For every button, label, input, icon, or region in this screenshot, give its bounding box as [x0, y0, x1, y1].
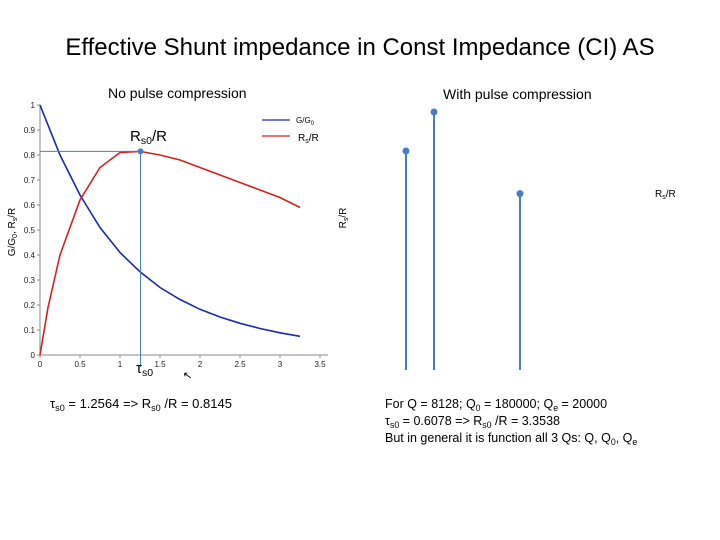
left-y-label-r-sub: s: [12, 217, 19, 222]
right-notes: [385, 396, 637, 447]
notes-line-1: [385, 396, 637, 413]
y-tick-label: 0.3: [23, 276, 35, 285]
x-tick-label: 1: [117, 360, 123, 369]
y-tick-label: 0.1: [23, 326, 35, 335]
y-tick-label: 0.2: [23, 301, 35, 310]
notes-l2-s1: s0: [389, 420, 400, 430]
notes-l3-p1: But in general it is function all 3 Qs: Q, Q: [385, 431, 611, 445]
left-plot: [7, 101, 350, 369]
legend-r-label: $R_s/R$: [298, 133, 319, 145]
y-tick-label: 0.9: [23, 126, 35, 135]
notes-l1-p3: = 20000: [558, 397, 608, 411]
notes-l3-s2: e: [632, 437, 638, 447]
left-caption: No pulse compression: [108, 85, 247, 101]
left-y-label-g-sub: 0: [12, 234, 19, 238]
notes-l2-p2: = 0.6078 => R: [399, 414, 483, 428]
y-tick-label: 0.6: [23, 201, 35, 210]
right-caption: With pulse compression: [443, 86, 592, 102]
formula-s2: s0: [151, 403, 161, 413]
left-right-axis-label: $R_s/R$: [338, 207, 350, 229]
rs-over-r-curve: [40, 151, 300, 355]
tau-sub: s0: [141, 367, 154, 379]
notes-l2-p3: /R = 3.3538: [491, 414, 560, 428]
x-tick-label: 3: [277, 360, 283, 369]
notes-l1-p2: = 180000; Q: [480, 397, 554, 411]
y-tick-label: 0.8: [23, 151, 35, 160]
formula-p3: /R = 0.8145: [160, 396, 232, 411]
legend: [262, 116, 319, 145]
left-y-label-r-tail: /R: [7, 207, 18, 218]
y-tick-label: 1: [30, 101, 35, 110]
notes-line-2: [385, 413, 637, 430]
stem-marker: [517, 190, 524, 197]
x-tick-label: 2.5: [234, 360, 246, 369]
left-y-label: [7, 208, 19, 257]
left-y-label-r: , R: [7, 221, 18, 235]
legend-g-label: $G/G_0$: [296, 116, 315, 127]
rs0-tail: /R: [151, 128, 167, 145]
x-tick-label: 0.5: [74, 360, 86, 369]
formula-p2: = 1.2564 => R: [64, 396, 152, 411]
y-tick-label: 0.5: [23, 226, 35, 235]
formula-s1: s0: [55, 403, 65, 413]
stem-marker: [403, 147, 410, 154]
tau-base: τ: [136, 360, 142, 377]
rs0-base: R: [130, 128, 141, 145]
tau-annotation: [136, 360, 153, 377]
notes-l1-s2: e: [553, 403, 559, 413]
x-tick-label: 3.5: [314, 360, 326, 369]
y-tick-label: 0: [30, 351, 35, 360]
y-tick-label: 0.7: [23, 176, 35, 185]
notes-l2-s2: s0: [482, 420, 492, 430]
rs0-annotation: [130, 128, 167, 145]
notes-l1-s1: 0: [475, 403, 481, 413]
stem-marker: [431, 109, 438, 116]
x-axis-arrow-icon: ↖: [182, 369, 194, 383]
left-y-label-g: G/G: [7, 237, 18, 257]
stem-plot: [403, 109, 524, 371]
left-ticks: [24, 101, 326, 369]
rs0-marker: [138, 148, 144, 154]
x-tick-label: 1.5: [154, 360, 166, 369]
stem-series-label: $R_s/R$: [655, 189, 676, 201]
g-over-g0-curve: [40, 105, 300, 336]
notes-l3-p2: , Q: [615, 431, 633, 445]
y-tick-label: 0.4: [23, 251, 35, 260]
formula-p1: τ: [50, 396, 56, 411]
slide-title: Effective Shunt impedance in Const Impedance (CI) AS: [65, 34, 655, 61]
x-tick-label: 2: [197, 360, 203, 369]
left-formula: [50, 396, 232, 411]
notes-l1-p1: For Q = 8128; Q: [385, 397, 476, 411]
rs0-sub: s0: [140, 135, 152, 147]
notes-line-3: [385, 430, 637, 447]
notes-l2-p1: τ: [385, 414, 390, 428]
notes-l3-s1: 0: [610, 437, 616, 447]
x-tick-label: 0: [37, 360, 43, 369]
